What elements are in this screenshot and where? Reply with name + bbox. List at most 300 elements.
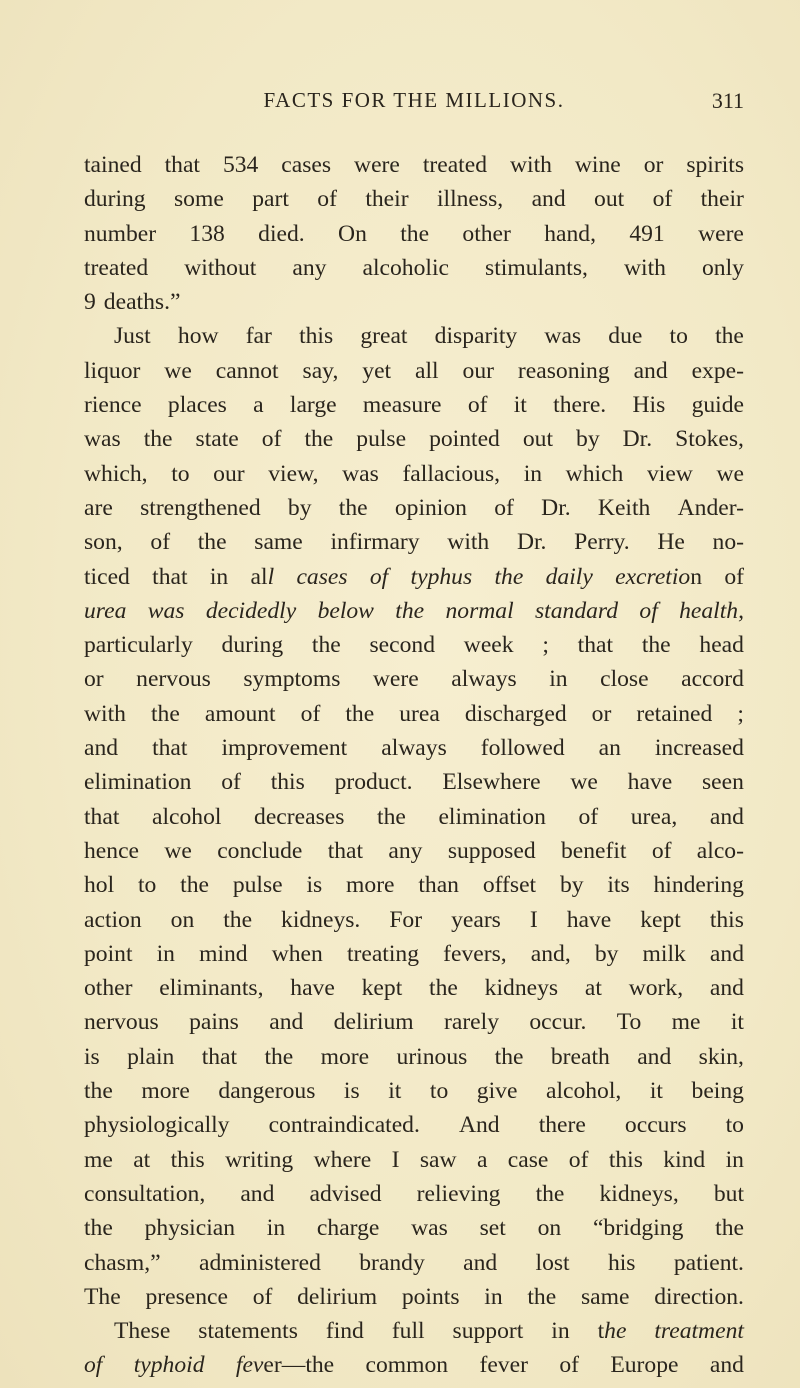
- word: physician: [144, 1215, 236, 1242]
- word: excretion: [615, 563, 703, 590]
- word: any: [388, 837, 423, 864]
- word: say,: [302, 357, 339, 384]
- word: fallacious,: [402, 460, 501, 487]
- word: of: [494, 494, 514, 521]
- page-number: 311: [711, 88, 744, 113]
- text-line: [84, 1246, 744, 1280]
- word: the: [535, 1180, 565, 1207]
- word: state: [195, 426, 239, 453]
- word: alcoholic: [362, 254, 449, 281]
- word: fevers,: [443, 940, 507, 967]
- word: fever: [479, 1352, 528, 1379]
- word: out: [594, 186, 625, 213]
- word: And: [458, 1112, 500, 1139]
- text-line: [84, 1314, 744, 1348]
- word: Elsewhere: [442, 769, 541, 796]
- word: points: [401, 1283, 460, 1310]
- word: view: [646, 460, 693, 487]
- word: treatment: [654, 1318, 744, 1345]
- word: of: [84, 1352, 103, 1379]
- word: how: [177, 323, 219, 350]
- word: pointed: [429, 426, 500, 453]
- word: to: [137, 872, 157, 899]
- word: that: [201, 1043, 238, 1070]
- word: hindering: [653, 872, 744, 899]
- word: in: [156, 940, 175, 967]
- word: the: [197, 529, 227, 556]
- word: mind: [199, 940, 248, 967]
- word: their: [700, 186, 744, 213]
- word: measure: [362, 392, 442, 419]
- word: kept: [361, 975, 403, 1002]
- text-line: [84, 1074, 744, 1108]
- word: or: [643, 152, 664, 178]
- word: some: [174, 186, 224, 213]
- word: places: [167, 392, 227, 419]
- word: the: [84, 1078, 113, 1105]
- word: in: [523, 460, 543, 487]
- word: He: [657, 529, 685, 556]
- running-title: FACTS FOR THE MILLIONS.: [263, 88, 565, 112]
- word: statements: [198, 1318, 298, 1345]
- word: that: [577, 632, 614, 659]
- word: skin,: [698, 1043, 744, 1070]
- word: patient.: [673, 1249, 744, 1276]
- word: the: [311, 632, 341, 659]
- word: common: [365, 1352, 449, 1379]
- word: relieving: [416, 1180, 501, 1207]
- word: kidneys.: [281, 906, 361, 933]
- word: guide: [691, 392, 744, 419]
- word: Just: [114, 323, 151, 350]
- word: is: [343, 1078, 360, 1105]
- word: was: [411, 1215, 448, 1242]
- word: were: [698, 220, 744, 247]
- word: standard: [535, 597, 619, 624]
- word: cases: [296, 563, 348, 590]
- word: Stokes,: [675, 426, 744, 453]
- word: yet: [362, 357, 392, 384]
- running-head: [84, 88, 744, 124]
- word: followed: [480, 735, 565, 762]
- word: have: [566, 906, 612, 933]
- word: writing: [225, 1146, 294, 1173]
- word: Ander-: [677, 494, 744, 521]
- text-line: [84, 971, 744, 1005]
- text-line: [84, 1280, 744, 1314]
- word: this: [170, 1146, 205, 1173]
- word: ;: [542, 632, 549, 659]
- word: saw: [419, 1146, 457, 1173]
- text-line: [84, 148, 744, 182]
- word: in: [725, 1146, 744, 1173]
- word: it: [388, 1078, 402, 1105]
- word: delirium: [297, 1283, 378, 1310]
- word: and: [637, 1043, 672, 1070]
- word: increased: [654, 735, 744, 762]
- word: below: [317, 597, 374, 624]
- word: head: [699, 632, 744, 659]
- text-line: [84, 903, 744, 937]
- word: all: [415, 357, 439, 384]
- word: On: [338, 220, 367, 247]
- word: fever—the: [235, 1352, 335, 1379]
- word: treating: [346, 940, 419, 967]
- text-line: [84, 1143, 744, 1177]
- word: plain: [127, 1043, 175, 1070]
- text-line: [84, 662, 744, 696]
- word: of: [369, 563, 389, 590]
- word: the: [429, 975, 458, 1002]
- word: charge: [316, 1215, 380, 1242]
- word: administered: [199, 1249, 321, 1276]
- body-text: [84, 148, 744, 1383]
- word: the: [84, 1215, 113, 1242]
- word: far: [245, 323, 272, 350]
- word: milk: [642, 940, 686, 967]
- word: our: [213, 460, 245, 487]
- word: the: [143, 426, 173, 453]
- word: cases: [281, 152, 332, 178]
- word: cannot: [215, 357, 279, 384]
- word: illness,: [436, 186, 504, 213]
- word: lost: [535, 1249, 570, 1276]
- word: alcohol: [151, 803, 222, 830]
- word: spirits: [686, 152, 744, 178]
- word: kidneys: [484, 975, 559, 1002]
- word: we: [164, 837, 192, 864]
- word: their: [365, 186, 409, 213]
- word: there.: [553, 392, 607, 419]
- word: by: [559, 872, 584, 899]
- word: of: [639, 597, 658, 624]
- word: support: [452, 1318, 524, 1345]
- word: rarely: [443, 1009, 499, 1036]
- word: which,: [84, 460, 148, 487]
- word: more: [346, 872, 395, 899]
- word: alco-: [696, 837, 744, 864]
- word: with: [624, 254, 666, 281]
- word: it: [513, 392, 527, 419]
- text-line: [84, 457, 744, 491]
- word: pulse: [356, 426, 407, 453]
- text-line: [84, 422, 744, 456]
- word: kept: [640, 906, 681, 933]
- word: of: [467, 392, 488, 419]
- word: with: [447, 529, 490, 556]
- word: more: [141, 1078, 190, 1105]
- word: hol: [84, 872, 115, 899]
- word: view,: [268, 460, 319, 487]
- word: of: [150, 529, 171, 556]
- word: pulse: [232, 872, 283, 899]
- word: health,: [679, 597, 744, 624]
- word: stimulants,: [485, 254, 588, 281]
- word: Dr.: [541, 494, 571, 521]
- word: direction.: [654, 1283, 744, 1310]
- word: by: [576, 426, 600, 453]
- word: have: [290, 975, 335, 1002]
- word: occur.: [529, 1009, 587, 1036]
- word: same: [254, 529, 303, 556]
- word: than: [418, 872, 459, 899]
- word: when: [271, 940, 323, 967]
- text-line: [84, 1040, 744, 1074]
- word: the: [264, 1043, 294, 1070]
- word: advised: [309, 1180, 382, 1207]
- word: elimination: [438, 803, 546, 830]
- word: me: [671, 1009, 701, 1036]
- text-line: [84, 525, 744, 559]
- word: by: [594, 940, 619, 967]
- word: decidedly: [205, 597, 297, 624]
- word: Dr.: [622, 426, 653, 453]
- word: the: [338, 494, 368, 521]
- word: symptoms: [243, 666, 341, 693]
- word: due: [608, 323, 643, 350]
- word: but: [713, 1180, 744, 1207]
- word: and: [709, 1352, 744, 1379]
- word: in: [551, 1318, 570, 1345]
- word: of: [252, 1283, 273, 1310]
- word: 9: [84, 289, 96, 316]
- word: son,: [84, 529, 123, 556]
- word: are: [84, 494, 113, 521]
- word: to: [669, 323, 688, 350]
- word: which: [565, 460, 624, 487]
- word: give: [476, 1078, 518, 1105]
- word: pains: [189, 1009, 239, 1036]
- word: of: [651, 837, 672, 864]
- text-line: [84, 834, 744, 868]
- word: our: [462, 357, 494, 384]
- word: accord: [681, 666, 744, 693]
- word: only: [702, 254, 744, 281]
- word: urinous: [396, 1043, 468, 1070]
- word: action: [84, 906, 142, 933]
- word: liquor: [84, 357, 141, 384]
- word: the: [715, 323, 744, 350]
- text-line: [84, 800, 744, 834]
- word: of: [568, 1146, 589, 1173]
- text-line: [84, 560, 744, 594]
- text-line: [84, 1211, 744, 1245]
- word: was: [342, 460, 379, 487]
- word: and: [269, 1009, 304, 1036]
- word: the: [597, 1318, 627, 1345]
- word: rience: [84, 392, 142, 419]
- word: that: [84, 803, 120, 830]
- word: close: [600, 666, 649, 693]
- word: 138: [189, 220, 225, 247]
- word: we: [716, 460, 744, 487]
- word: For: [389, 906, 423, 933]
- word: that: [164, 152, 200, 178]
- word: seen: [702, 769, 744, 796]
- word: it: [649, 1078, 663, 1105]
- word: amount: [204, 700, 276, 727]
- text-line: [84, 697, 744, 731]
- word: presence: [145, 1283, 228, 1310]
- word: nervous: [84, 1009, 159, 1036]
- word: and: [240, 1180, 275, 1207]
- word: other: [462, 220, 511, 247]
- word: of: [724, 563, 744, 590]
- word: this: [709, 906, 744, 933]
- word: opinion: [394, 494, 467, 521]
- word: me: [84, 1146, 113, 1173]
- text-line: [84, 251, 744, 285]
- word: there: [538, 1112, 586, 1139]
- word: point: [84, 940, 133, 967]
- word: a: [476, 1146, 488, 1173]
- word: discharged: [464, 700, 567, 727]
- word: ticed: [84, 563, 130, 590]
- word: the: [223, 906, 253, 933]
- word: any: [292, 254, 327, 281]
- word: of: [221, 769, 241, 796]
- word: on: [537, 1215, 562, 1242]
- word: is: [84, 1043, 100, 1070]
- word: physiologically: [84, 1112, 230, 1139]
- word: retained: [636, 700, 713, 727]
- word: hand,: [544, 220, 596, 247]
- word: is: [306, 872, 323, 899]
- word: occurs: [624, 1112, 687, 1139]
- word: urea: [84, 597, 127, 624]
- word: and: [709, 940, 744, 967]
- word: great: [360, 323, 408, 350]
- word: These: [114, 1318, 171, 1345]
- word: eliminants,: [159, 975, 264, 1002]
- word: the: [641, 632, 671, 659]
- word: of: [578, 803, 599, 830]
- word: being: [691, 1078, 744, 1105]
- word: kidneys,: [599, 1180, 679, 1207]
- text-line: [84, 217, 744, 251]
- word: at: [584, 975, 602, 1002]
- word: deaths.”: [103, 289, 181, 316]
- word: the: [527, 1283, 557, 1310]
- word: the: [345, 700, 375, 727]
- word: Dr.: [516, 529, 547, 556]
- word: reasoning: [517, 357, 610, 384]
- word: of: [652, 186, 673, 213]
- word: no-: [712, 529, 744, 556]
- word: and: [709, 803, 744, 830]
- word: alcohol,: [545, 1078, 622, 1105]
- word: in: [266, 1215, 286, 1242]
- word: particularly: [84, 632, 193, 659]
- word: an: [598, 735, 621, 762]
- text-line: [84, 731, 744, 765]
- word: always: [451, 666, 517, 693]
- word: set: [479, 1215, 506, 1242]
- text-line: [84, 1005, 744, 1039]
- word: to: [171, 460, 190, 487]
- word: it: [730, 1009, 744, 1036]
- word: with: [84, 700, 126, 727]
- word: the: [715, 1215, 744, 1242]
- word: without: [184, 254, 257, 281]
- word: consultation,: [84, 1180, 206, 1207]
- word: kind: [663, 1146, 706, 1173]
- word: the: [400, 220, 430, 247]
- text-line: [84, 319, 744, 353]
- text-line: [84, 388, 744, 422]
- word: strengthened: [140, 494, 261, 521]
- word: number: [84, 220, 157, 247]
- word: of: [559, 1352, 579, 1379]
- word: nervous: [136, 666, 211, 693]
- word: the: [494, 563, 524, 590]
- word: disparity: [434, 323, 518, 350]
- word: we: [570, 769, 598, 796]
- word: part: [252, 186, 289, 213]
- word: other: [84, 975, 133, 1002]
- word: full: [391, 1318, 425, 1345]
- word: wine: [574, 152, 621, 178]
- word: normal: [445, 597, 514, 624]
- word: supposed: [447, 837, 536, 864]
- word: of: [317, 186, 337, 213]
- word: died.: [258, 220, 305, 247]
- text-line: [84, 868, 744, 902]
- word: to: [429, 1078, 449, 1105]
- word: years: [451, 906, 501, 933]
- word: daily: [545, 563, 593, 590]
- word: its: [607, 872, 630, 899]
- word: typhoid: [133, 1352, 205, 1379]
- text-line: [84, 182, 744, 216]
- word: “bridging: [592, 1215, 684, 1242]
- word: a: [253, 392, 264, 419]
- text-line: [84, 1108, 744, 1142]
- text-line: [84, 1348, 744, 1382]
- word: of: [261, 426, 282, 453]
- word: expe-: [691, 357, 744, 384]
- word: was: [147, 597, 185, 624]
- word: we: [164, 357, 192, 384]
- text-line: [84, 491, 744, 525]
- word: ;: [737, 700, 744, 727]
- word: 491: [629, 220, 665, 247]
- text-line: [84, 285, 744, 319]
- word: and: [633, 357, 668, 384]
- word: benefit: [560, 837, 627, 864]
- word: and: [531, 186, 566, 213]
- word: treated: [422, 152, 488, 178]
- word: typhus: [410, 563, 473, 590]
- word: where: [313, 1146, 372, 1173]
- word: in: [484, 1283, 503, 1310]
- word: the: [180, 872, 209, 899]
- word: I: [391, 1146, 400, 1173]
- word: on: [170, 906, 195, 933]
- word: was: [84, 426, 121, 453]
- word: this: [299, 323, 334, 350]
- word: find: [325, 1318, 364, 1345]
- word: the: [150, 700, 180, 727]
- word: improvement: [221, 735, 348, 762]
- word: were: [354, 152, 400, 178]
- word: and: [84, 735, 119, 762]
- word: or: [591, 700, 612, 727]
- word: offset: [482, 872, 537, 899]
- word: His: [632, 392, 666, 419]
- word: out: [522, 426, 554, 453]
- word: same: [580, 1283, 630, 1310]
